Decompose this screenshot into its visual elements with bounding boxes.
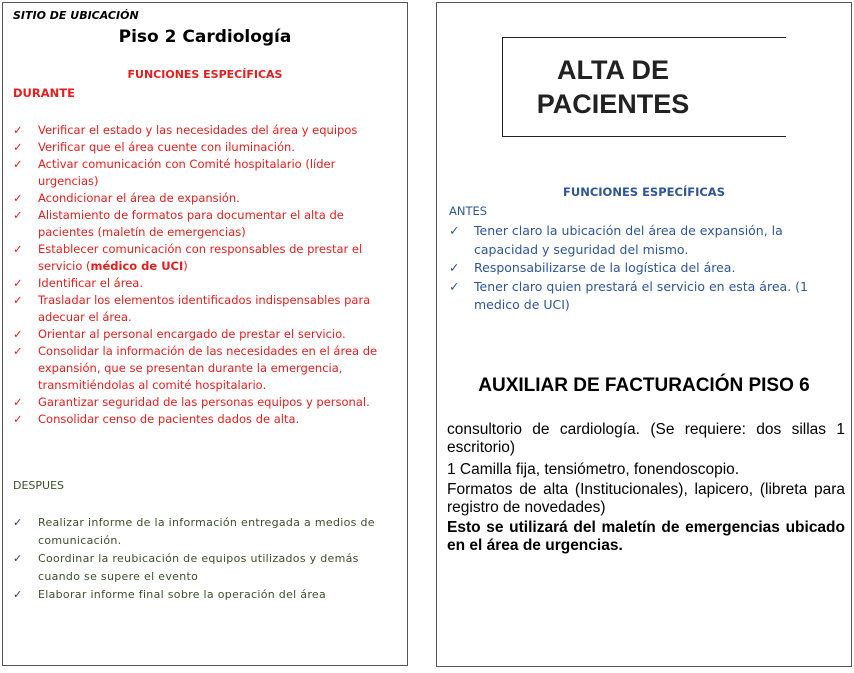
list-item: ✓ Trasladar los elementos identificados indispensables para adecuar el área. <box>13 293 371 324</box>
despues-list <box>13 514 385 604</box>
durante-list <box>13 122 385 428</box>
list-item: ✓ Tener claro quien prestará el servicio en esta área. (1 medico de UCI) <box>449 278 808 312</box>
antes-heading: ANTES <box>449 204 488 218</box>
list-item: ✓ Consolidar la información de las necesidades en el área de expansión, que se presentan durante la emergencia, transmitiéndolas al comité hospitalario. <box>13 344 378 392</box>
check-icon: ✓ <box>13 552 23 565</box>
sitio-label: SITIO DE UBICACIÓN <box>13 9 139 22</box>
antes-list <box>449 222 825 315</box>
list-item: ✓ Verificar el estado y las necesidades del área y equipos <box>13 123 358 137</box>
title-line-1: ALTA DE <box>557 55 669 85</box>
check-icon: ✓ <box>13 293 23 307</box>
check-icon: ✓ <box>13 208 23 222</box>
check-icon: ✓ <box>13 344 23 358</box>
durante-heading: DURANTE <box>13 86 75 100</box>
list-item: ✓ Garantizar seguridad de las personas equipos y personal. <box>13 395 370 409</box>
list-item: ✓ Activar comunicación con Comité hospitalario (líder urgencias) <box>13 157 336 188</box>
title-box <box>502 37 786 137</box>
list-item: ✓ Realizar informe de la información entregada a medios de comunicación. <box>13 516 375 547</box>
funciones-heading-right: FUNCIONES ESPECÍFICAS <box>563 185 725 199</box>
list-item: ✓ Identificar el área. <box>13 276 143 290</box>
despues-heading: DESPUES <box>13 479 65 492</box>
check-icon: ✓ <box>449 223 460 238</box>
check-icon: ✓ <box>13 276 23 290</box>
list-item: ✓ Coordinar la reubicación de equipos utilizados y demás cuando se supere el evento <box>13 552 359 583</box>
list-item: ✓ Responsabilizarse de la logística del área. <box>449 259 825 278</box>
paragraph-maletin: Esto se utilizará del maletín de emergencias ubicado en el área de urgencias. <box>447 519 845 554</box>
check-icon: ✓ <box>13 412 23 426</box>
list-item: ✓ Establecer comunicación con responsables de prestar el servicio (médico de UCI) <box>13 242 363 273</box>
list-item: ✓ Orientar al personal encargado de prestar el servicio. <box>13 327 346 341</box>
check-icon: ✓ <box>13 516 23 529</box>
check-icon: ✓ <box>13 395 23 409</box>
funciones-heading-left: FUNCIONES ESPECÍFICAS <box>127 68 283 81</box>
list-item: ✓ Verificar que el área cuente con iluminación. <box>13 140 295 154</box>
list-item: ✓ Consolidar censo de pacientes dados de alta. <box>13 412 300 426</box>
check-icon: ✓ <box>449 278 460 294</box>
list-item: ✓ Tener claro la ubicación del área de expansión, la capacidad y seguridad del mismo. <box>449 223 783 257</box>
list-item: ✓ Elaborar informe final sobre la operación del área <box>13 586 385 604</box>
check-icon: ✓ <box>13 123 23 137</box>
right-panel <box>436 2 852 667</box>
check-icon: ✓ <box>13 588 23 601</box>
check-icon: ✓ <box>13 157 23 171</box>
list-item: ✓ Acondicionar el área de expansión. <box>13 191 240 205</box>
list-item: ✓ Alistamiento de formatos para documentar el alta de pacientes (maletín de emergencias) <box>13 208 344 239</box>
paragraph-consultorio: consultorio de cardiología. (Se requiere: dos sillas 1 escritorio) <box>447 421 845 456</box>
location-title: Piso 2 Cardiología <box>118 27 292 47</box>
check-icon: ✓ <box>13 140 23 154</box>
check-icon: ✓ <box>449 260 460 275</box>
title-line-2: PACIENTES <box>536 89 690 119</box>
check-icon: ✓ <box>13 327 23 341</box>
check-icon: ✓ <box>13 242 23 256</box>
check-icon: ✓ <box>13 191 23 205</box>
left-panel <box>2 2 408 666</box>
paragraph-camilla: 1 Camilla fija, tensiómetro, fonendoscopio. <box>447 461 740 478</box>
paragraph-formatos: Formatos de alta (Institucionales), lapicero, (libreta para registro de novedades) <box>447 481 845 516</box>
auxiliar-heading: AUXILIAR DE FACTURACIÓN PISO 6 <box>478 375 810 396</box>
